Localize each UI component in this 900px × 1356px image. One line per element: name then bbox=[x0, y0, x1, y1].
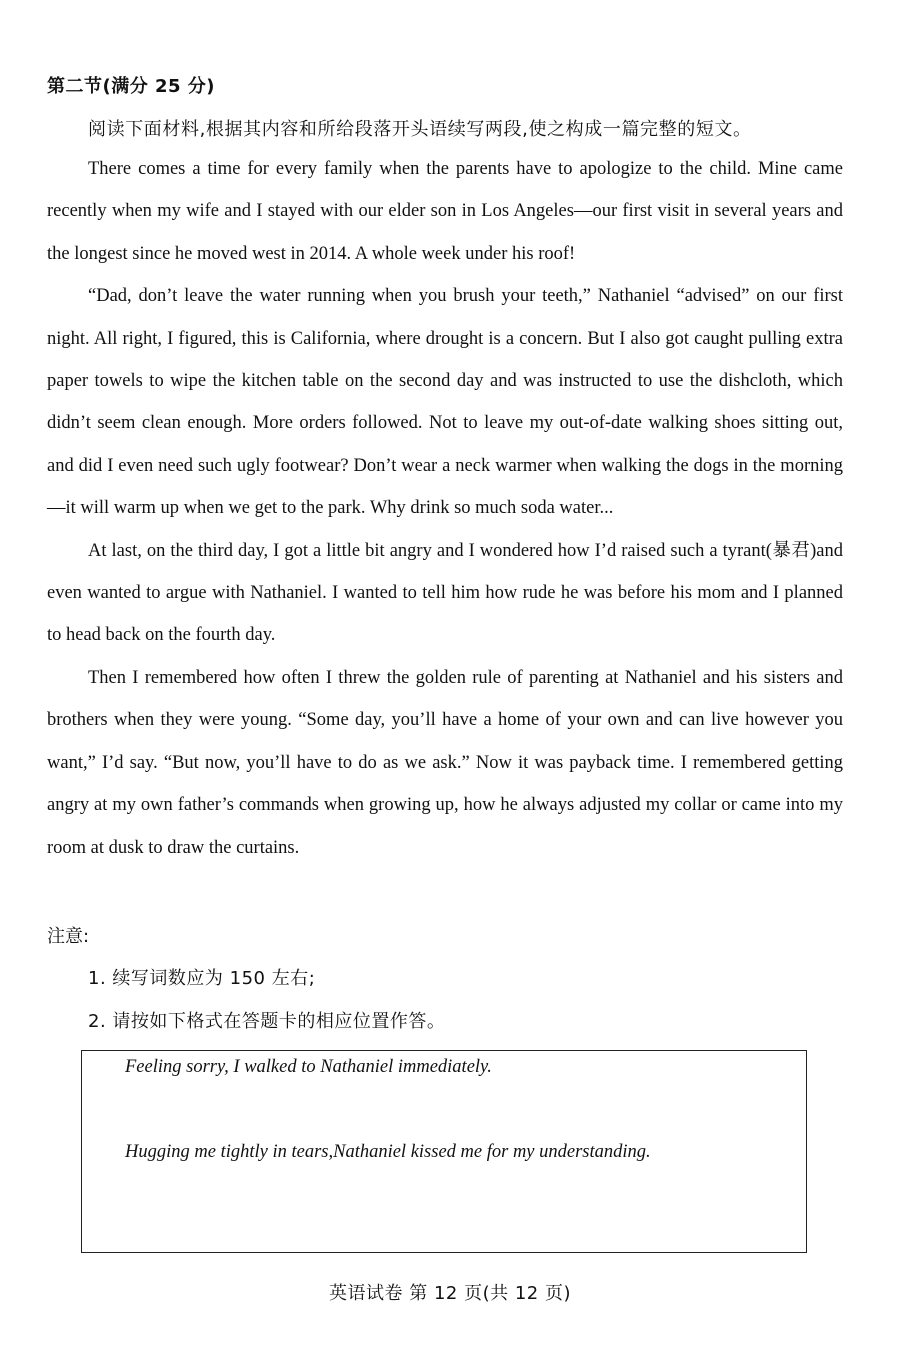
answer-format-box bbox=[81, 1050, 807, 1253]
passage-paragraph: There comes a time for every family when the parents have to apologize to the child. Mine came recently when my wife and I stayed with our elder son in Los Angeles—our first visit in several years and the longest since he moved west in 2014. A whole week under his roof! bbox=[47, 159, 843, 264]
passage-paragraph: At last, on the third day, I got a little bit angry and I wondered how I’d raised such a tyrant(暴君)and even wanted to argue with Nathaniel. I wanted to tell him how rude he was before his mom and I planned to head back on the fourth day. bbox=[47, 540, 843, 646]
reading-passage bbox=[47, 148, 843, 869]
paragraph-opening-2: Hugging me tightly in tears,Nathaniel kissed me for my understanding. bbox=[125, 1142, 651, 1162]
page-footer: 英语试卷 第 12 页(共 12 页) bbox=[329, 1283, 571, 1304]
notes-label: 注意: bbox=[47, 926, 90, 947]
note-item-format: 2. 请按如下格式在答题卡的相应位置作答。 bbox=[88, 1011, 446, 1032]
section-title: 第二节(满分 25 分) bbox=[47, 76, 216, 97]
note-item-word-count: 1. 续写词数应为 150 左右; bbox=[88, 968, 316, 989]
passage-paragraph: “Dad, don’t leave the water running when you brush your teeth,” Nathaniel “advised” on our first night. All right, I figured, this is California, where drought is a concern. But I also got caught pulling extra paper towels to wipe the kitchen table on the second day and was instructed to use the dishcloth, which didn’t seem clean enough. More orders followed. Not to leave my out-of-date walking shoes sitting out, and did I even need such ugly footwear? Don’t wear a neck warmer when walking the dogs in the morning—it will warm up when we get to the park. Why drink so much soda water... bbox=[47, 286, 843, 519]
task-instruction: 阅读下面材料,根据其内容和所给段落开头语续写两段,使之构成一篇完整的短文。 bbox=[88, 119, 752, 140]
passage-paragraph: Then I remembered how often I threw the golden rule of parenting at Nathaniel and his sisters and brothers when they were young. “Some day, you’ll have a home of your own and can live however you want,” I’d say. “But now, you’ll have to do as we ask.” Now it was payback time. I remembered getting angry at my own father’s commands when growing up, how he always adjusted my collar or came into my room at dusk to draw the curtains. bbox=[47, 667, 843, 858]
paragraph-opening-1: Feeling sorry, I walked to Nathaniel immediately. bbox=[125, 1057, 492, 1077]
